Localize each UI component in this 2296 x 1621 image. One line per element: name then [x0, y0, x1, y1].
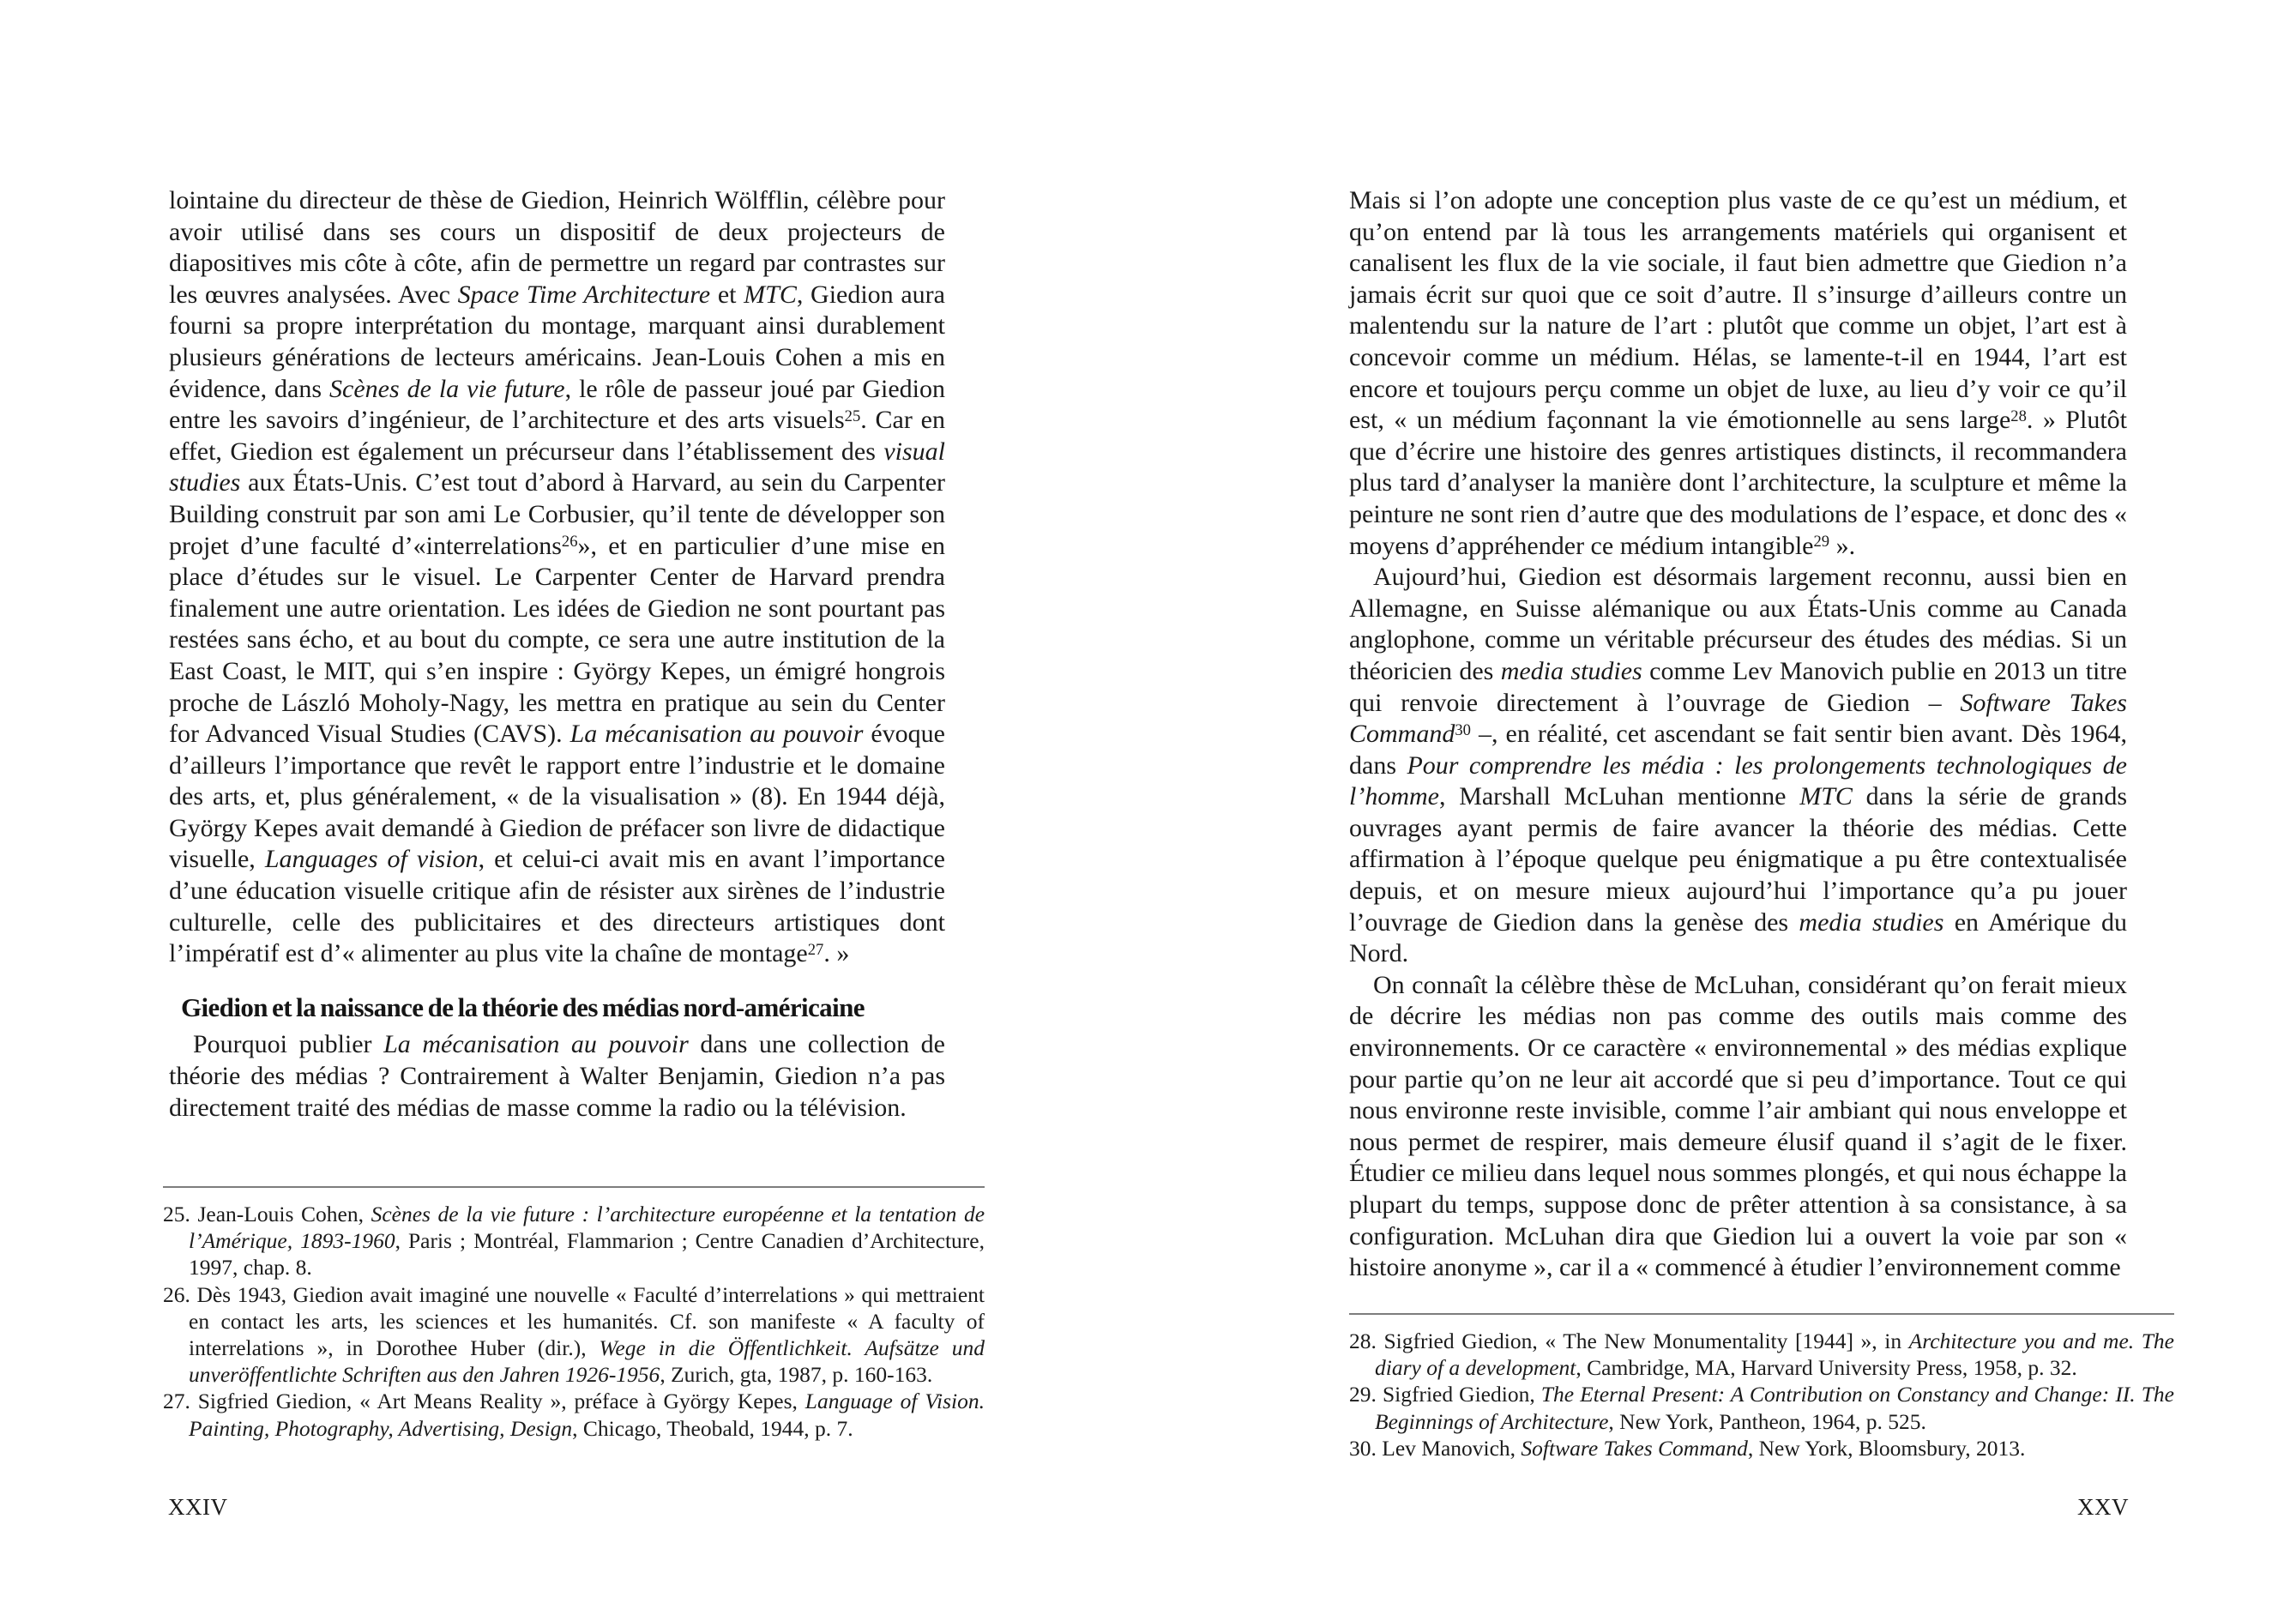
footnote-number: 25.	[163, 1202, 190, 1226]
body-paragraph: Pourquoi publier La mécanisation au pouvoir dans une collection de théorie des médias ? Contrairement à Walter Benjamin, Giedion n’a pas directement traité des médias de masse comme la radio ou la télévision.	[169, 1030, 945, 1122]
footnote-number: 27.	[163, 1389, 190, 1414]
right-page-footnotes	[1349, 1313, 2174, 1461]
page-number-left: XXIV	[168, 1494, 228, 1520]
page-number-right: XXV	[2077, 1494, 2129, 1520]
footnote	[163, 1388, 985, 1441]
body-paragraph: On connaît la célèbre thèse de McLuhan, considérant qu’on ferait mieux de décrire les médias non pas comme des outils mais comme des environnements. Or ce caractère « environnemental » des médias explique pour partie qu’on ne leur ait accordé que si peu d’importance. Tout ce qui nous environne reste invisible, comme l’air ambiant qui nous enveloppe et nous permet de respirer, mais demeure élusif quand il s’agit de le fixer. Étudier ce milieu dans lequel nous sommes plongés, et qui nous échappe la plupart du temps, suppose donc de prêter attention à sa consistance, à sa configuration. McLuhan dira que Giedion lui a ouvert la voie par son « histoire anonyme », car il a « commencé à étudier l’environnement comme	[1349, 970, 2127, 1282]
footnote-separator-rule	[163, 1186, 985, 1188]
footnote-text: Sigfried Giedion, The Eternal Present: A Contribution on Constancy and Change: II. The Beginnings of Architecture, New York, Pantheon, 1964, p. 525.	[1375, 1382, 2174, 1434]
section-heading: Giedion et la naissance de la théorie des médias nord-américaine	[181, 991, 865, 1022]
footnote-number: 28.	[1349, 1329, 1377, 1353]
footnote-number: 30.	[1349, 1435, 1377, 1461]
footnote-text: Sigfried Giedion, « Art Means Reality », préface à György Kepes, Language of Vision. Painting, Photography, Advertising, Design, Chicago, Theobald, 1944, p. 7.	[189, 1389, 985, 1441]
footnote	[1349, 1381, 2174, 1434]
body-paragraph: Mais si l’on adopte une conception plus vaste de ce qu’est un médium, et qu’on entend par là tous les arrangements matériels qui organisent et canalisent les flux de la vie sociale, il faut bien admettre que Giedion n’a jamais écrit sur quoi que ce soit d’autre. Il s’insurge d’ailleurs contre un malentendu sur la nature de l’art : plutôt que comme un objet, l’art est à concevoir comme un médium. Hélas, se lamente-t-il en 1944, l’art est encore et toujours perçu comme un objet de luxe, au lieu d’y voir ce qu’il est, « un médium façonnant la vie émotionnelle au sens large$^{28}$. » Plutôt que d’écrire une histoire des genres artistiques distincts, il recommandera plus tard d’analyser la manière dont l’architecture, la sculpture et même la peinture ne sont rien d’autre que des modulations de l’espace, et donc des « moyens d’appréhender ce médium intangible$^{29}$ ».	[1349, 186, 2127, 560]
footnote-number: 29.	[1349, 1382, 1377, 1407]
footnote	[163, 1281, 985, 1389]
footnote-number: 26.	[163, 1281, 190, 1307]
body-paragraph: lointaine du directeur de thèse de Giedion, Heinrich Wölfflin, célèbre pour avoir utilisé dans ses cours un dispositif de deux projecteurs de diapositives mis côte à côte, afin de permettre un regard par contrastes sur les œuvres analysées. Avec Space Time Architecture et MTC, Giedion aura fourni sa propre interprétation du montage, marquant ainsi durablement plusieurs générations de lecteurs américains. Jean-Louis Cohen a mis en évidence, dans Scènes de la vie future, le rôle de passeur joué par Giedion entre les savoirs d’ingénieur, de l’architecture et des arts visuels$^{25}$. Car en effet, Giedion est également un précurseur dans l’établissement des visual studies aux États-Unis. C’est tout d’abord à Harvard, au sein du Carpenter Building construit par son ami Le Corbusier, qu’il tente de développer son projet d’une faculté d’«interrelations$^{26}$», et en particulier d’une mise en place d’études sur le visuel. Le Carpenter Center de Harvard prendra finalement une autre orientation. Les idées de Giedion ne sont pourtant pas restées sans écho, et au bout du compte, ce sera une autre institution de la East Coast, le MIT, qui s’en inspire : György Kepes, un émigré hongrois proche de László Moholy-Nagy, les mettra en pratique au sein du Center for Advanced Visual Studies (CAVS). La mécanisation au pouvoir évoque d’ailleurs l’importance que revêt le rapport entre l’industrie et le domaine des arts, et, plus généralement, « de la visualisation » (8). En 1944 déjà, György Kepes avait demandé à Giedion de préfacer son livre de didactique visuelle, Languages of vision, et celui-ci avait mis en avant l’importance d’une éducation visuelle critique afin de résister aux sirènes de l’industrie culturelle, celle des publicitaires et des directeurs artistiques dont l’impératif est d’« alimenter au plus vite la chaîne de montage$^{27}$. »	[169, 186, 946, 968]
footnote-text: Dès 1943, Giedion avait imaginé une nouvelle « Faculté d’interrelations » qui mettraient en contact les arts, les sciences et les humanités. Cf. son manifeste « A faculty of interrelations », in Dorothee Huber (dir.), Wege in die Öffentlichkeit. Aufsätze und unveröffentlichte Schriften aus den Jahren 1926-1956, Zurich, gta, 1987, p. 160-163.	[189, 1281, 985, 1388]
body-paragraph: Aujourd’hui, Giedion est désormais largement reconnu, aussi bien en Allemagne, en Suisse alémanique ou aux États-Unis comme au Canada anglophone, comme un véritable précurseur des études des médias. Si un théoricien des media studies comme Lev Manovich publie en 2013 un titre qui renvoie directement à l’ouvrage de Giedion – Software Takes Command$^{30}$ –, en réalité, cet ascendant se fait sentir bien avant. Dès 1964, dans Pour comprendre les média : les prolongements technologiques de l’homme, Marshall McLuhan mentionne MTC dans la série de grands ouvrages ayant permis de faire avancer la théorie des médias. Cette affirmation à l’époque quelque peu énigmatique a pu être contextualisée depuis, et on mesure mieux aujourd’hui l’importance qu’a pu jouer l’ouvrage de Giedion dans la genèse des media studies en Amérique du Nord.	[1349, 563, 2128, 968]
right-page-text-column	[1349, 185, 2127, 1284]
footnote-text: Lev Manovich, Software Takes Command, New York, Bloomsbury, 2013.	[1382, 1435, 2026, 1461]
footnote	[1349, 1435, 2174, 1461]
footnote	[163, 1201, 985, 1281]
footnote-separator-rule	[1349, 1313, 2174, 1315]
footnote-text: Jean-Louis Cohen, Scènes de la vie future : l’architecture européenne et la tentation de l’Amérique, 1893-1960, Paris ; Montréal, Flammarion ; Centre Canadien d’Architecture, 1997, chap. 8.	[189, 1202, 985, 1281]
left-page-footnotes	[163, 1186, 985, 1442]
left-page-text-column	[169, 185, 945, 1124]
footnote	[1349, 1328, 2174, 1381]
footnote-text: Sigfried Giedion, « The New Monumentality [1944] », in Architecture you and me. The diary of a development, Cambridge, MA, Harvard University Press, 1958, p. 32.	[1375, 1329, 2174, 1381]
